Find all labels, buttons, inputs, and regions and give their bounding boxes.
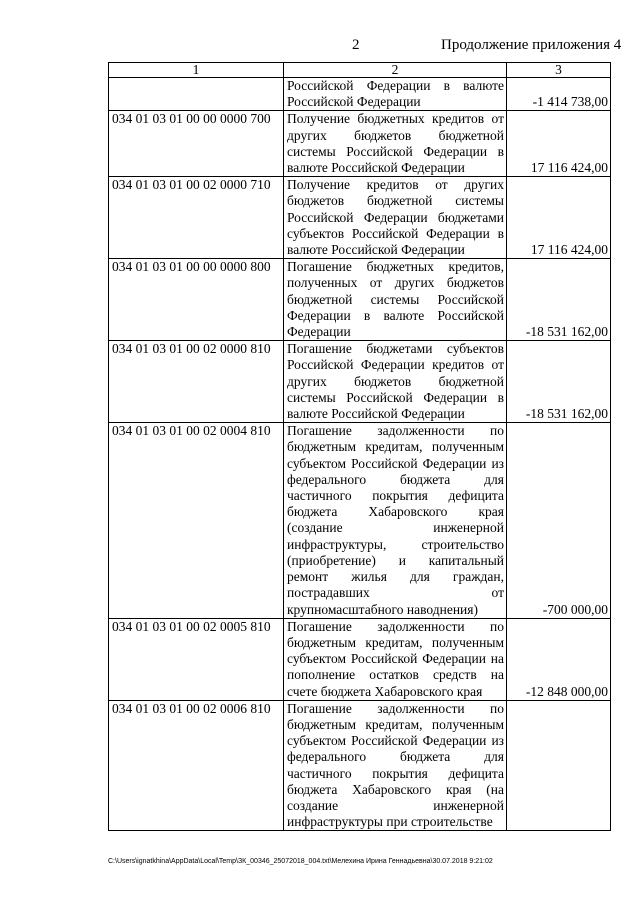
budget-code: 034 01 03 01 00 00 0000 800 [109, 259, 284, 341]
file-path-footer: C:\Users\ignatkhina\AppData\Local\Temp\ЗК_00346_25072018_004.txt\Мелехина Ирина Геннадьевна\30.07.2018 9:21:02 [108, 858, 493, 865]
table-row [109, 700, 611, 831]
row-amount: -700 000,00 [507, 423, 611, 618]
table-header-row [109, 63, 611, 78]
budget-code: 034 01 03 01 00 02 0000 810 [109, 341, 284, 423]
budget-code [109, 78, 284, 111]
table-row [109, 259, 611, 341]
row-description: Погашение задолженности по бюджетным кредитам, полученным субъектом Российской Федерации из федерального бюджета для частичного покрытия дефицита бюджета Хабаровского края (создание инженерной инфраструктуры, строительство (приобретение) и капитальный ремонт жилья для граждан, пострадавших от крупномасштабного наводнения) [284, 423, 507, 618]
continuation-label: Продолжение приложения 4 [441, 37, 622, 53]
table-row [109, 423, 611, 618]
budget-code: 034 01 03 01 00 00 0000 700 [109, 111, 284, 177]
row-amount: -18 531 162,00 [507, 259, 611, 341]
row-amount: -12 848 000,00 [507, 618, 611, 700]
page-number: 2 [352, 37, 360, 53]
row-description: Погашение задолженности по бюджетным кредитам, полученным субъектом Российской Федерации из федерального бюджета для частичного покрытия дефицита бюджета Хабаровского края (на создание инженерной инфраструктуры при строительстве [284, 700, 507, 831]
row-description: Погашение задолженности по бюджетным кредитам, полученным субъектом Российской Федерации на пополнение остатков средств на счете бюджета Хабаровского края [284, 618, 507, 700]
budget-code: 034 01 03 01 00 02 0004 810 [109, 423, 284, 618]
row-amount: 17 116 424,00 [507, 111, 611, 177]
budget-code: 034 01 03 01 00 02 0000 710 [109, 177, 284, 259]
row-description: Погашение бюджетами субъектов Российской Федерации кредитов от других бюджетов бюджетной системы Российской Федерации в валюте Российской Федерации [284, 341, 507, 423]
table-row [109, 177, 611, 259]
row-description: Российской Федерации в валюте Российской Федерации [284, 78, 507, 111]
row-amount: -18 531 162,00 [507, 341, 611, 423]
column-header-2: 2 [284, 63, 507, 78]
table-row [109, 78, 611, 111]
table-row [109, 111, 611, 177]
row-description: Получение бюджетных кредитов от других бюджетов бюджетной системы Российской Федерации в валюте Российской Федерации [284, 111, 507, 177]
appendix-table [108, 62, 611, 831]
row-description: Получение кредитов от других бюджетов бюджетной системы Российской Федерации бюджетами субъектов Российской Федерации в валюте Российской Федерации [284, 177, 507, 259]
row-amount: -1 414 738,00 [507, 78, 611, 111]
row-description: Погашение бюджетных кредитов, полученных от других бюджетов бюджетной системы Российской Федерации в валюте Российской Федерации [284, 259, 507, 341]
row-amount [507, 700, 611, 831]
column-header-3: 3 [507, 63, 611, 78]
table-row [109, 341, 611, 423]
table-row [109, 618, 611, 700]
budget-code: 034 01 03 01 00 02 0006 810 [109, 700, 284, 831]
budget-code: 034 01 03 01 00 02 0005 810 [109, 618, 284, 700]
column-header-1: 1 [109, 63, 284, 78]
row-amount: 17 116 424,00 [507, 177, 611, 259]
